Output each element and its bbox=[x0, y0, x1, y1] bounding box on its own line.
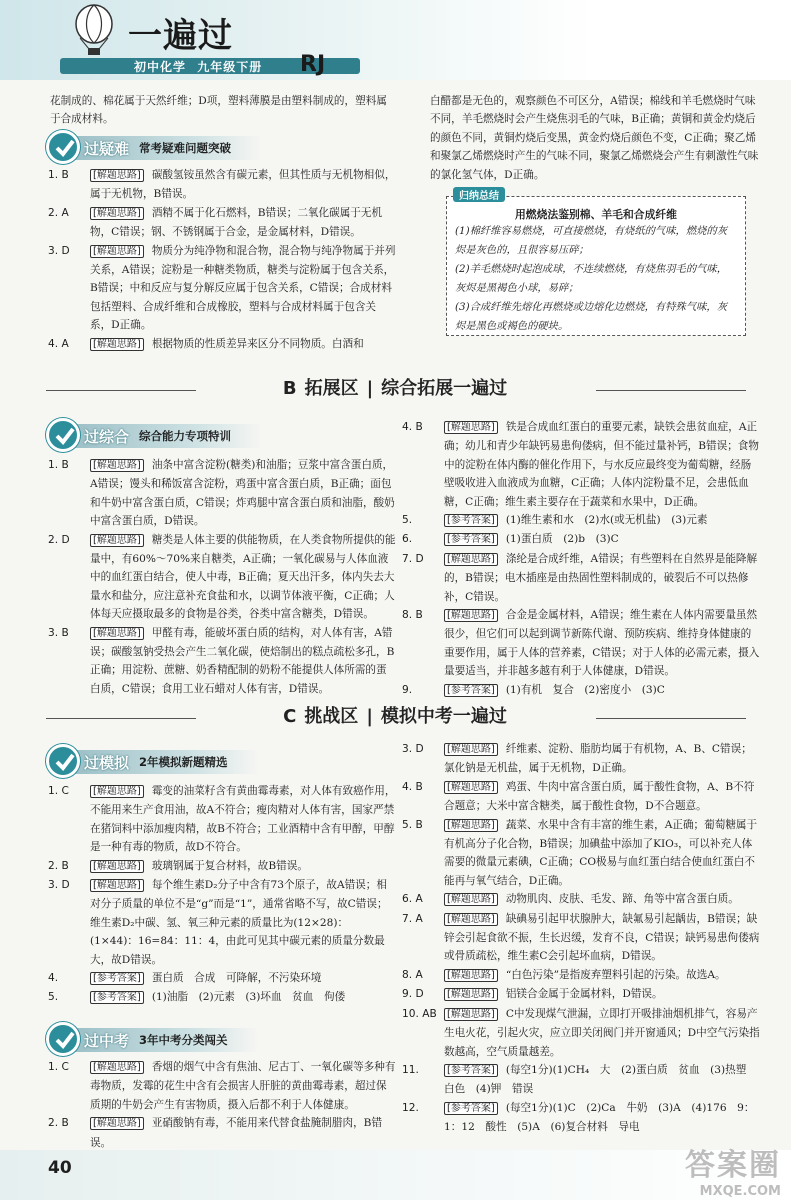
list-item: 11. [参考答案] (每空1分)(1)CH₄ 大 (2)蛋白质 贫血 (3)热塑 白色 (4)钾 错误 bbox=[402, 1063, 757, 1096]
divider bbox=[46, 390, 196, 391]
list-item: 3. D [解题思路] 纤维素、淀粉、脂肪均属于有机物，A、B、C错误；氯化钠是无机盐，属于无机物，D正确。 bbox=[402, 743, 752, 775]
book-subtitle bbox=[134, 58, 262, 75]
section-subtitle: 常考疑难问题突破 bbox=[139, 141, 232, 155]
section-subtitle: 2年模拟新题精选 bbox=[139, 755, 228, 769]
list-item: 5. [参考答案] (1)维生素和水 (2)水(或无机盐) (3)元素 bbox=[402, 514, 708, 527]
list-item: 1. C [解题思路] 香烟的烟气中含有焦油、尼古丁、一氧化碳等多种有毒物质，发霉的花生中含有会损害人肝脏的黄曲霉毒素，超过保质期的牛奶会产生有害物质，摄入后都不利于人体健康。 bbox=[48, 1061, 396, 1111]
summary-line: (3)合成纤维先熔化再燃烧或边熔化边燃烧，有特殊气味，灰烬是黑色或褐色的硬块。 bbox=[455, 301, 728, 332]
list-item: 7. D [解题思路] 涤纶是合成纤维，A错误；有些塑料在自然界是能降解的，B错误；电木插座是由热固性塑料制成的，破裂后不可以热修补，C错误。 bbox=[402, 552, 758, 603]
list-item: 2. B [解题思路] 玻璃钢属于复合材料，故B错误。 bbox=[48, 859, 308, 872]
zone-c-heading: C 挑战区 | 模拟中考一遍过 bbox=[283, 706, 507, 727]
list-item: 9. D [解题思路] 铝镁合金属于金属材料，D错误。 bbox=[402, 988, 663, 1001]
watermark: 答案圈 MXQE.COM bbox=[685, 1148, 781, 1199]
grade: 九年级下册 bbox=[197, 60, 263, 74]
divider bbox=[596, 718, 746, 719]
s1-list bbox=[46, 166, 396, 354]
summary-label: 归纳总结 bbox=[453, 187, 505, 202]
list-item: 2. A [解题思路] 酒精不属于化石燃料，B错误；二氧化碳属于无机物，C错误；钢、不锈钢属于合金，是金属材料，D错误。 bbox=[48, 206, 383, 239]
list-item: 6. [参考答案] (1)蛋白质 (2)b (3)C bbox=[402, 533, 619, 546]
header bbox=[0, 0, 791, 80]
brand-logo: 一遍过 bbox=[128, 16, 233, 56]
page-number: 40 bbox=[48, 1158, 72, 1178]
list-item: 1. C [解题思路] 霉变的油菜籽含有黄曲霉毒素，对人体有致癌作用，不能用来生产食用油，故A不符合；瘦肉精对人体有害，国家严禁在猪饲料中添加瘦肉精，故B不符合；工业酒精中含有甲醇，甲醇是一种有毒的物质，故D不符合。 bbox=[48, 785, 396, 854]
list-item: 1. B [解题思路] 油条中富含淀粉(糖类)和油脂；豆浆中富含蛋白质，A错误；馒头和稀饭富含淀粉，鸡蛋中富含蛋白质，B正确；面包和牛奶中富含蛋白质，C错误；炸鸡腿中富含蛋白质和油脂，酸奶中富含蛋白质，D错误。 bbox=[48, 459, 395, 528]
s3-list bbox=[46, 782, 396, 1008]
section-subtitle: 综合能力专项特训 bbox=[139, 429, 232, 443]
section-title: 过模拟 bbox=[84, 753, 130, 772]
list-item: 4. B [解题思路] 鸡蛋、牛肉中富含蛋白质，属于酸性食物，A、B不符合题意；大米中富含糖类，属于酸性食物，D不合题意。 bbox=[402, 780, 755, 813]
c-right-list bbox=[400, 740, 760, 1137]
s2-right-list bbox=[400, 418, 760, 700]
section-guomoni bbox=[46, 748, 376, 776]
section-title: 过疑难 bbox=[84, 139, 130, 158]
list-item: 3. D [解题思路] 物质分为纯净物和混合物，混合物与纯净物属于并列关系，A错误；淀粉是一种糖类物质，糖类与淀粉属于包含关系，B错误；中和反应与复分解反应属于包含关系，C错误；合成材料包括塑料、合成纤维和合成橡胶，塑料与合成材料属于包含关系，D正确。 bbox=[48, 244, 396, 332]
edition: RJ bbox=[300, 52, 326, 77]
list-item: 4. A [解题思路] 根据物质的性质差异来区分不同物质。白酒和 bbox=[48, 337, 364, 350]
list-item: 6. A [解题思路] 动物肌肉、皮肤、毛发、蹄、角等中富含蛋白质。 bbox=[402, 893, 739, 906]
check-icon bbox=[46, 418, 80, 452]
top-right-text: 白醋都是无色的，观察颜色不可区分，A错误；棉线和羊毛燃烧时气味不同，羊毛燃烧时会产生烧焦羽毛的气味，B正确；黄铜和黄金灼烧后的颜色不同，黄铜灼烧后变黑，黄金灼烧后颜色不变，C正确；聚乙烯和聚氯乙烯燃烧时产生的气味不同，聚氯乙烯燃烧会产生有刺激性气味的氯化氢气体，D正确。 bbox=[430, 95, 759, 181]
zone-b-heading: B 拓展区 | 综合拓展一遍过 bbox=[282, 378, 508, 399]
list-item: 4. [参考答案] 蛋白质 合成 可降解，不污染环境 bbox=[48, 972, 322, 985]
list-item: 12. [参考答案] (每空1分)(1)C (2)Ca 牛奶 (3)A (4)176 9：1：12 酸性 (5)A (6)复合材料 导电 bbox=[402, 1101, 755, 1134]
section-subtitle: 3年中考分类闯关 bbox=[139, 1033, 228, 1047]
list-item: 10. AB [解题思路] C中发现煤气泄漏，立即打开吸排油烟机排气，容易产生电火花，引起火灾，应立即关闭阀门并开窗通风；D中空气污染指数越高，空气质量越差。 bbox=[402, 1007, 760, 1058]
summary-box bbox=[446, 191, 746, 336]
list-item: 5. B [解题思路] 蔬菜、水果中含有丰富的维生素，A正确；葡萄糖属于有机高分子化合物，B错误；加碘盐中添加了KIO₃，可以补充人体需要的微量元素碘，C正确；CO极易与血红蛋白结合使血红蛋白不能再与氧气结合，D正确。 bbox=[402, 818, 758, 887]
summary-line: (2)羊毛燃烧时起泡成球，不连续燃烧，有烧焦羽毛的气味，灰烬是黑褐色小球，易碎； bbox=[455, 263, 728, 294]
section-title: 过中考 bbox=[84, 1031, 130, 1050]
list-item: 3. D [解题思路] 每个维生素D₂分子中含有73个原子，故A错误；相对分子质量的单位不是“g”而是“1”，通常省略不写，故C错误；维生素D₂中碳、氢、氧三种元素的质量比为(12×28)：(1×44)：16=84：11：4，由此可见其中碳元素的质量分数最大，故D错误。 bbox=[48, 879, 388, 966]
s2-left-list bbox=[46, 456, 396, 698]
divider bbox=[46, 718, 196, 719]
subject: 初中化学 bbox=[134, 60, 187, 74]
list-item: 3. B [解题思路] 甲醛有毒，能破坏蛋白质的结构，对人体有害，A错误；碳酸氢钠受热会产生二氧化碳，使焙制出的糕点疏松多孔，B正确；用淀粉、蔗糖、奶香精配制的奶粉不能提供人体所需的蛋白质，C错误；食用工业石蜡对人体有害，D错误。 bbox=[48, 626, 395, 695]
list-item: 2. D [解题思路] 糖类是人体主要的供能物质，在人类食物所提供的能量中，有60%～70%来自糖类，A正确；一氧化碳易与人体血液中的血红蛋白结合，使人中毒，B正确；夏天出汗多，体内失去大量水和盐分，应注意补充食盐和水，以调节体液平衡，C正确；人体每天应摄取最多的食物是谷类，谷类中富含糖类，D错误。 bbox=[48, 533, 396, 621]
section-guozhongkao bbox=[46, 1026, 376, 1054]
section-guoyinan bbox=[46, 134, 376, 162]
top-left-text: 花制成的、棉花属于天然纤维；D项，塑料薄膜是由塑料制成的，塑料属于合成材料。 bbox=[50, 95, 387, 126]
check-icon bbox=[46, 744, 80, 778]
check-icon bbox=[46, 130, 80, 164]
balloon-icon bbox=[70, 4, 118, 56]
s4-list bbox=[46, 1058, 396, 1152]
list-item: 7. A [解题思路] 缺碘易引起甲状腺肿大，缺氟易引起龋齿，B错误；缺锌会引起食欲不振，生长迟缓，发育不良，C错误；缺钙易患佝偻病或骨质疏松，维生素C会引起坏血病，D错误。 bbox=[402, 912, 760, 963]
list-item: 1. B [解题思路] 碳酸氢铵虽然含有碳元素，但其性质与无机物相似，属于无机物，B错误。 bbox=[48, 169, 396, 201]
summary-title: 用燃烧法鉴别棉、羊毛和合成纤维 bbox=[515, 208, 677, 221]
list-item: 2. B [解题思路] 亚硝酸钠有毒，不能用来代替食盐腌制腊肉，B错误。 bbox=[48, 1117, 383, 1149]
summary-line: (1)棉纤维容易燃烧，可直接燃烧，有烧纸的气味，燃烧的灰烬是灰色的，且很容易压碎； bbox=[455, 225, 728, 256]
list-item: 4. B [解题思路] 铁是合成血红蛋白的重要元素，缺铁会患贫血症，A正确；幼儿和青少年缺钙易患佝偻病，但不能过量补钙，B错误；食物中的淀粉在体内酶的催化作用下，与水反应最终变为葡萄糖，经肠壁吸收进入血液成为血糖，C正确；人体内淀粉量不足，会患低血糖，C正确；维生素主要存在于蔬菜和水果中，D正确。 bbox=[402, 421, 760, 508]
list-item: 9. [参考答案] (1)有机 复合 (2)密度小 (3)C bbox=[402, 683, 665, 696]
footer bbox=[0, 1150, 791, 1200]
list-item: 5. [参考答案] (1)油脂 (2)元素 (3)坏血 贫血 佝偻 bbox=[48, 991, 346, 1004]
section-title: 过综合 bbox=[84, 427, 130, 446]
list-item: 8. A [解题思路] “白色污染”是指废弃塑料引起的污染。故选A。 bbox=[402, 968, 726, 981]
check-icon bbox=[46, 1022, 80, 1056]
divider bbox=[596, 390, 746, 391]
list-item: 8. B [解题思路] 合金是金属材料，A错误；维生素在人体内需要量虽然很少，但它们可以起到调节新陈代谢、预防疾病、维持身体健康的重要作用，属于人体的营养素，C错误；对于人体的必需元素，摄入量要适当，并非越多越有利于人体健康，D错误。 bbox=[402, 609, 760, 678]
section-guozonghe bbox=[46, 422, 376, 450]
